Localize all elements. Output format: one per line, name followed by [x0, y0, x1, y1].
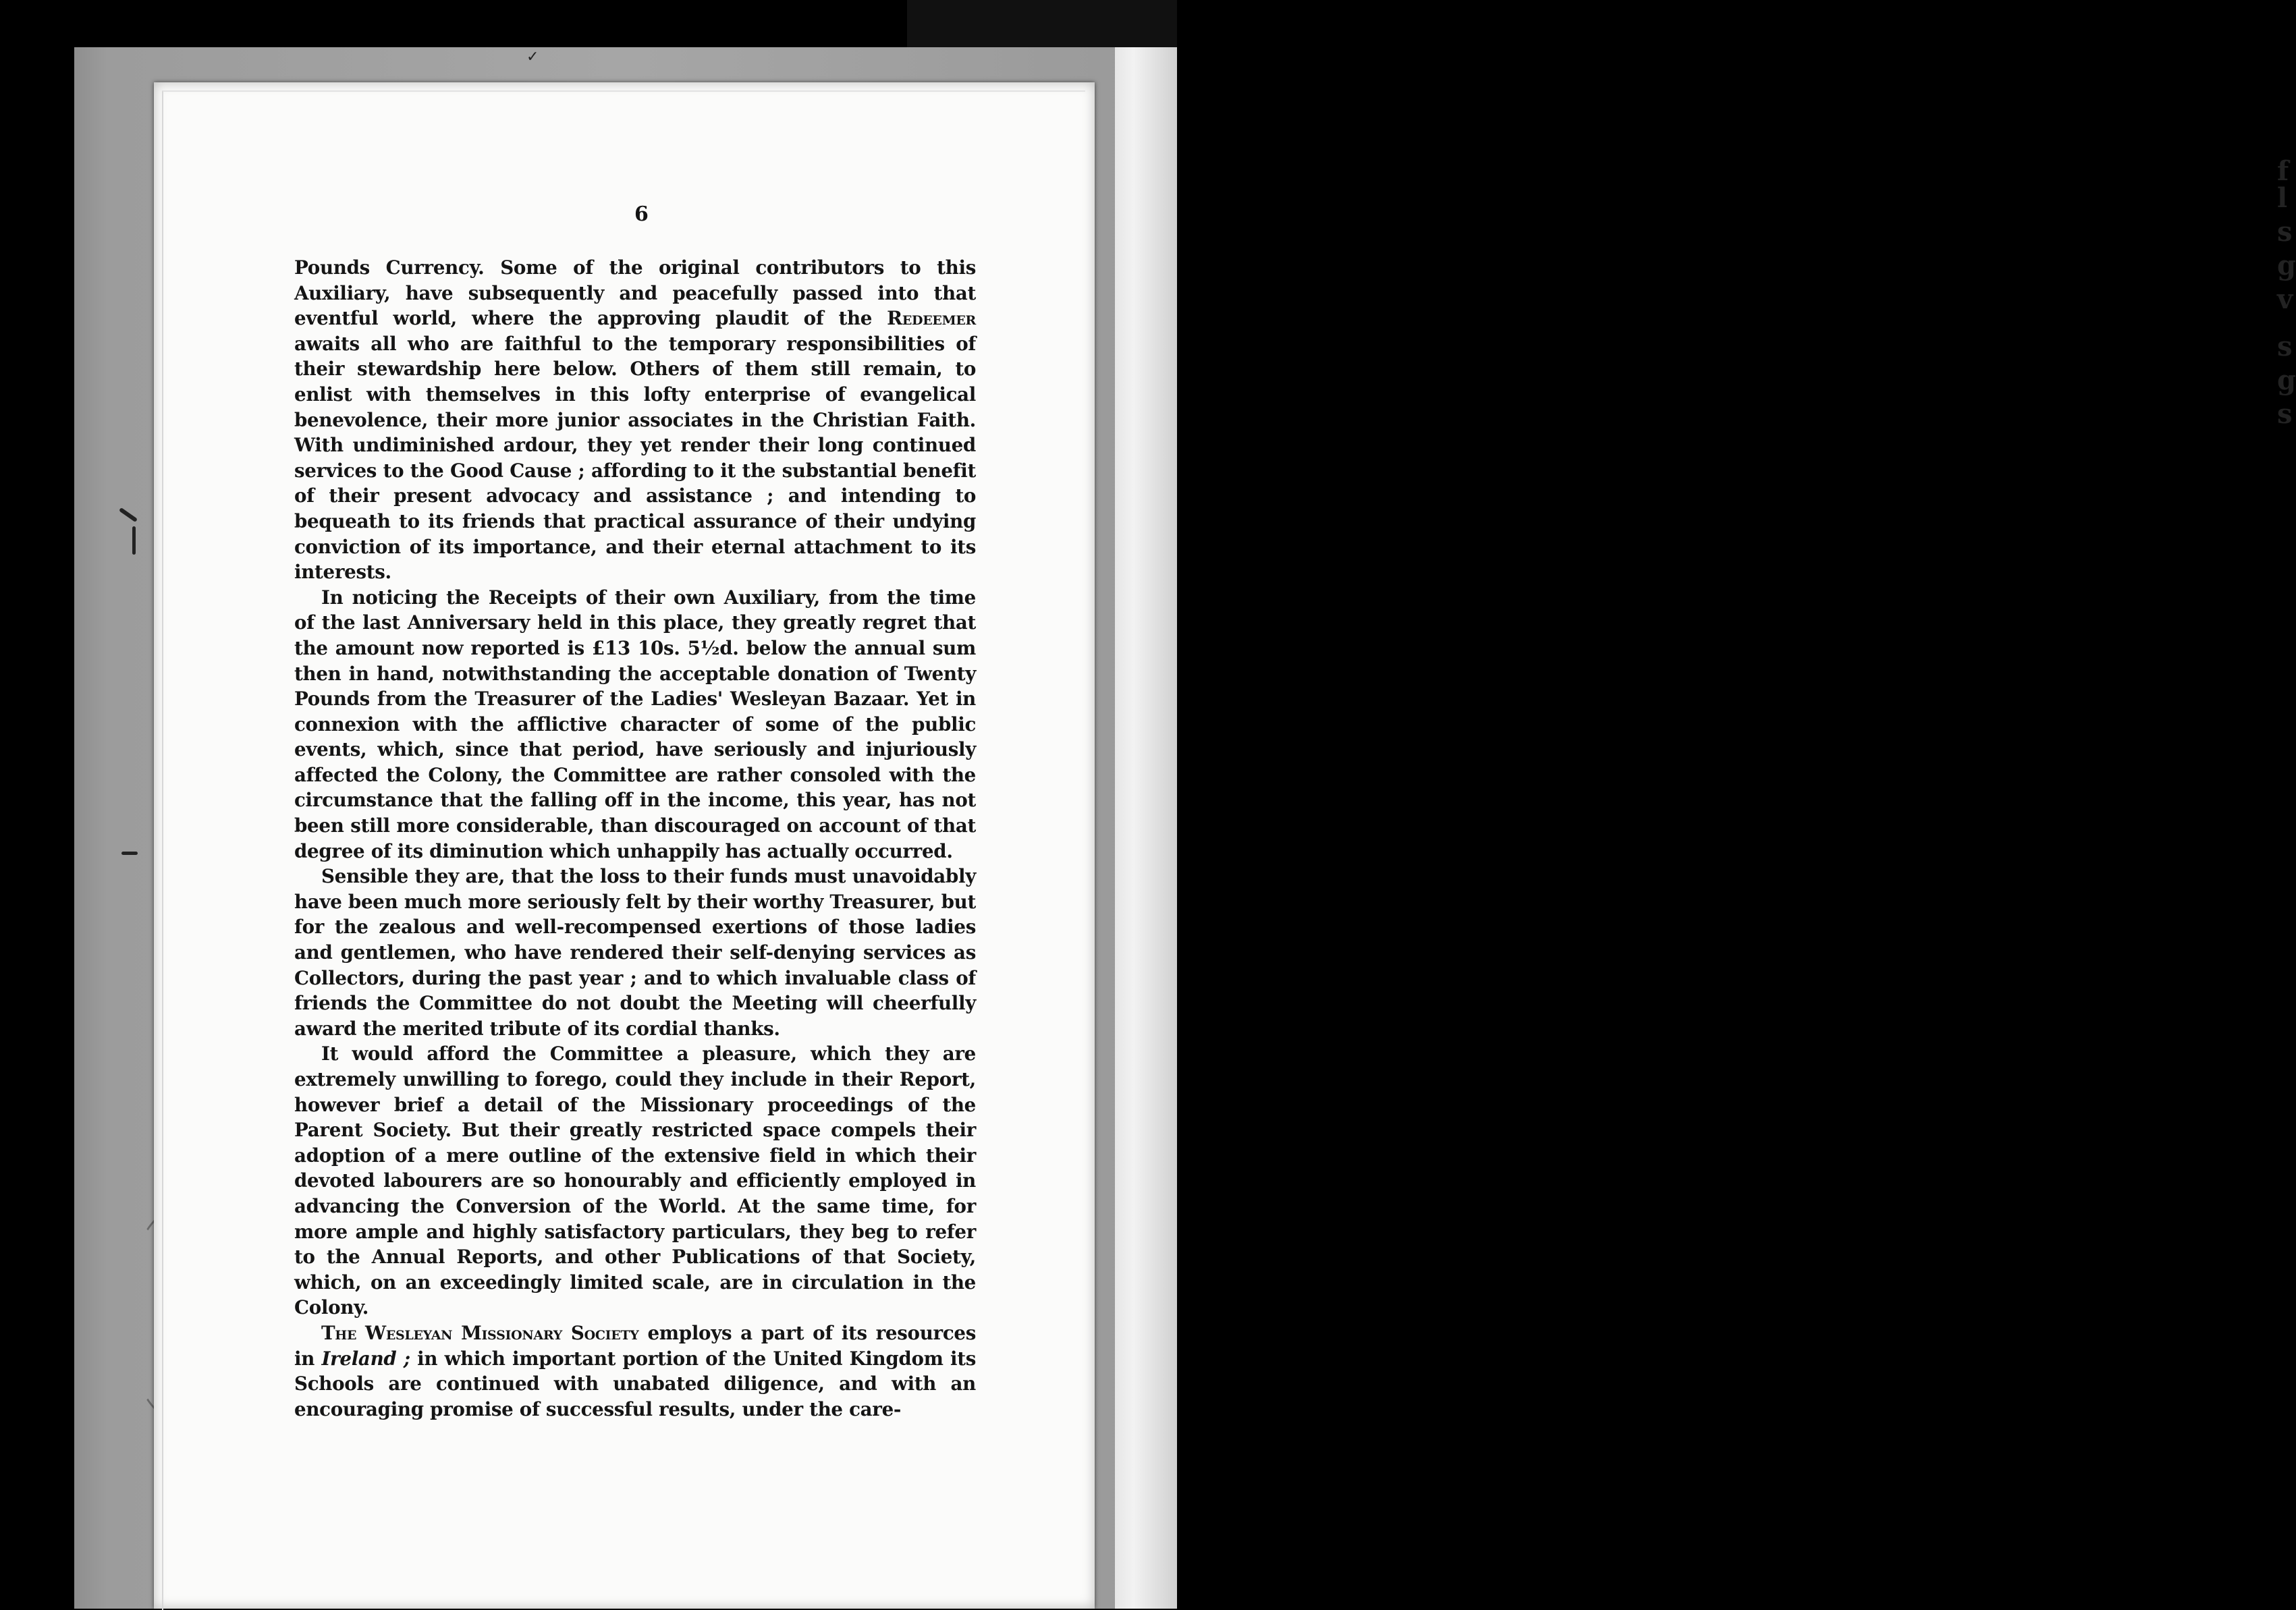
text-run-smallcaps: Redeemer: [887, 307, 976, 330]
text-run: Sensible they are, that the loss to their funds must unavoidably have been much more seriously felt by their worthy Treasurer, but for the zealous and well-recompensed exertions of those ladies and gentlemen, who have rendered their self-denying services as Collectors, during the past year ; and to which invaluable class of friends the Committee do not doubt the Meeting will cheerfully award the merited tribute of its cordial thanks.: [294, 865, 976, 1040]
paragraph: [294, 1321, 976, 1422]
text-run: awaits all who are faithful to the temporary responsibilities of their stewardship here below. Others of them still remain, to enlist with themselves in this lofty enterprise of evangelical benevolence, their more junior associates in the Christian Faith. With undiminished ardour, they yet render their long continued services to the Good Cause ; affording to it the substantial benefit of their present advocacy and assistance ; and intending to bequeath to its friends that practical assurance of their undying conviction of its importance, and their eternal attachment to its interests.: [294, 332, 976, 584]
edge-letter: s: [2277, 216, 2293, 248]
text-run: employs a part of its resources in: [294, 1321, 976, 1370]
adjacent-page-edge: [1115, 47, 2296, 1609]
text-run-smallcaps: The Wesleyan Missionary Society: [321, 1321, 639, 1344]
text-run: Pounds Currency. Some of the original contributors to this Auxiliary, have subsequently and peacefully passed into that eventful world, where the approving plaudit of the: [294, 256, 976, 330]
text-run: in which important portion of the United Kingdom its Schools are continued with unabated diligence, and with an encouraging promise of successful results, under the care-: [294, 1347, 977, 1420]
paragraph: [294, 1041, 976, 1321]
page-number: 6: [634, 202, 649, 226]
edge-letter: s: [2277, 398, 2293, 430]
scan-mark: ✓: [526, 49, 539, 65]
scan-blemish: [121, 852, 138, 855]
scan-border-top-right: [907, 0, 1177, 47]
edge-letter: g: [2277, 364, 2296, 396]
body-text: [294, 255, 976, 1422]
edge-letter: g: [2277, 250, 2296, 281]
scan-border-top: [0, 0, 907, 47]
text-run-italic: Ireland ;: [321, 1347, 410, 1370]
edge-letter: s: [2277, 331, 2293, 362]
text-run: In noticing the Receipts of their own Auxiliary, from the time of the last Anniversary held in this place, they greatly regret that the amount now reported is £13 10s. 5½d. below the annual sum then in hand, notwithstanding the acceptable donation of Twenty Pounds from the Treasurer of the Ladies' Wesleyan Bazaar. Yet in connexion with the afflictive character of some of the public events, which, since that period, have seriously and injuriously affected the Colony, the Committee are rather consoled with the circumstance that the falling off in the income, this year, has not been still more considerable, than discouraged on account of that degree of its diminution which unhappily has actually occurred.: [294, 586, 976, 862]
paragraph: [294, 585, 976, 864]
paragraph: [294, 255, 976, 585]
paragraph: [294, 864, 976, 1041]
text-run: It would afford the Committee a pleasure, which they are extremely unwilling to forego, could they include in their Report, however brief a detail of the Missionary proceedings of the Parent Society. But their greatly restricted space compels their adoption of a mere outline of the extensive field in which their devoted labourers are so honourably and efficiently employed in advancing the Conversion of the World. At the same time, for more ample and highly satisfactory particulars, they beg to refer to the Annual Reports, and other Publications of that Society, which, on an exceedingly limited scale, are in circulation in the Colony.: [294, 1043, 976, 1319]
edge-letter: v: [2277, 283, 2293, 315]
edge-letter: f: [2277, 155, 2289, 187]
scan-blemish: [132, 526, 136, 555]
edge-letter: l: [2277, 182, 2288, 214]
